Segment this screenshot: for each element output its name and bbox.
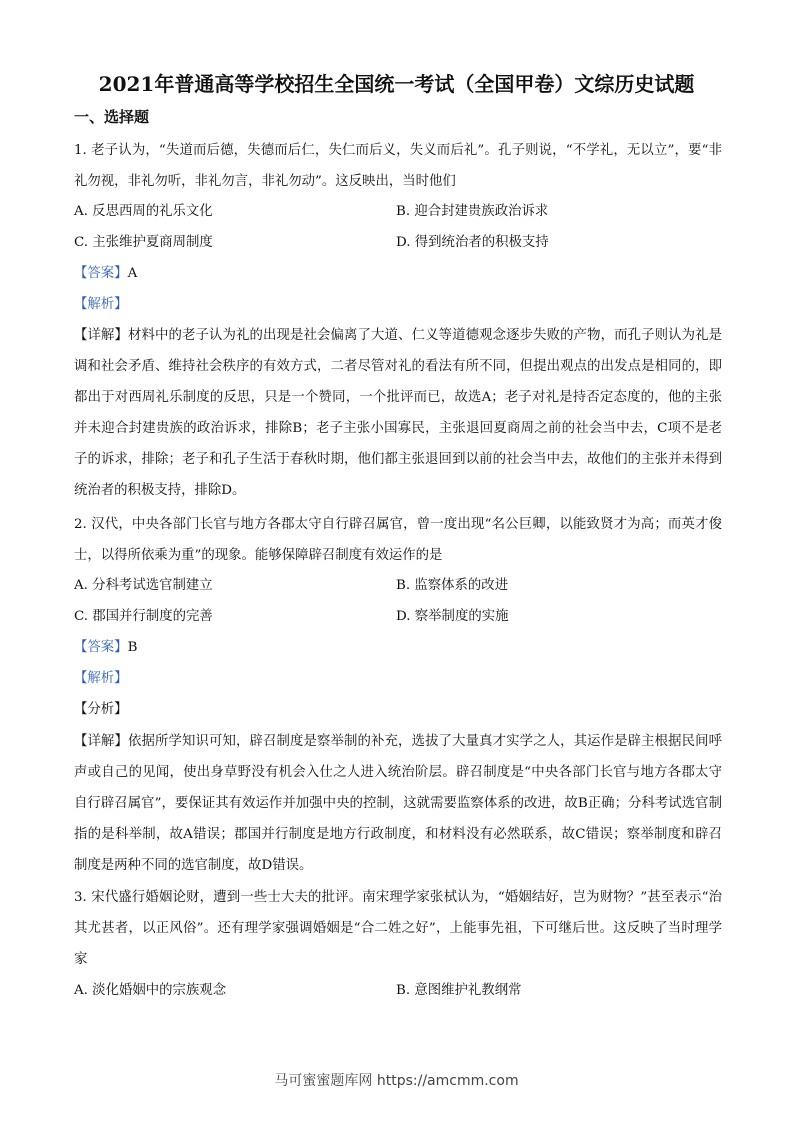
q2-stem: 2. 汉代，中央各部门长官与地方各郡太守自行辟召属官，曾一度出现“名公巨卿，以能致贤才为高；而英才俊士，以得所依乘为重”的现象。能够保障辟召制度有效运作的是	[74, 517, 722, 563]
q2-detail	[74, 726, 722, 881]
q2-analysis-tag: 【解析】	[74, 671, 128, 686]
page-title: 2021年普通高等学校招生全国统一考试（全国甲卷）文综历史试题	[98, 72, 695, 96]
q1-option-d: D. 得到统治者的积极支持	[396, 235, 549, 250]
q1-stem: 1. 老子认为，“失道而后德，失德而后仁，失仁而后义，失义而后礼”。孔子则说，“不学礼，无以立”，要“非礼勿视，非礼勿听，非礼勿言，非礼勿动”。这反映出，当时他们	[74, 143, 722, 189]
q2-option-d: D. 察举制度的实施	[396, 609, 509, 624]
q3-stem: 3. 宋代盛行婚姻论财，遭到一些士大夫的批评。南宋理学家张栻认为，“婚姻结好，岂为财物？”甚至表示“治其尤甚者，以正风俗”。还有理学家强调婚姻是“合二姓之好”，上能事先祖，下可继后世。这反映了当时理学家	[74, 890, 722, 967]
q2-answer-tag: 【答案】	[74, 640, 128, 655]
q1-answer-tag: 【答案】	[74, 266, 128, 281]
q2-fenxi-tag: 【分析】	[74, 702, 128, 717]
q1-analysis-tag: 【解析】	[74, 297, 128, 312]
section-heading: 一、选择题	[74, 108, 150, 126]
q2-detail-text: 依据所学知识可知，辟召制度是察举制的补充，选拔了大量真才实学之人，其运作是辟主根据民间呼声或自己的见闻，使出身草野没有机会入仕之人进入统治阶层。辟召制度是“中央各部门长官与地方各郡太守自行辟召属官”，要保证其有效运作并加强中央的控制，这就需要监察体系的改进，故B正确；分科考试选官制指的是科举制，故A错误；郡国并行制度是地方行政制度，和材料没有必然联系，故C错误；察举制度和辟召制度是两种不同的选官制度，故D错误。	[74, 734, 723, 873]
q1-detail	[74, 320, 722, 506]
q1-detail-tag: 【详解】	[74, 328, 129, 343]
q2-answer	[74, 638, 137, 658]
q3-option-a: A. 淡化婚姻中的宗族观念	[74, 983, 227, 998]
q2-detail-tag: 【详解】	[74, 734, 129, 749]
q1-option-c: C. 主张维护夏商周制度	[74, 235, 213, 250]
q1-option-b: B. 迎合封建贵族政治诉求	[396, 204, 549, 219]
q2-option-a: A. 分科考试选官制建立	[74, 578, 213, 593]
q1-answer	[74, 264, 137, 284]
q3-option-b: B. 意图维护礼教纲常	[396, 983, 522, 998]
q1-answer-value: A	[127, 266, 138, 281]
q1-detail-text: 材料中的老子认为礼的出现是社会偏离了大道、仁义等道德观念逐步失败的产物，而孔子则认为礼是调和社会矛盾、维持社会秩序的有效方式，二者尽管对礼的看法有所不同，但提出观点的出发点是相同的，即都出于对西周礼乐制度的反思，只是一个赞同，一个批评而已，故选A；老子对礼是持否定态度的，他的主张并未迎合封建贵族的政治诉求，排除B；老子主张小国寡民，主张退回夏商周之前的社会当中去，C项不是老子的诉求，排除；老子和孔子生活于春秋时期，他们都主张退回到以前的社会当中去，故他们的主张并未得到统治者的积极支持，排除D。	[74, 328, 723, 498]
footer-watermark: 马可蜜蜜题库网 https://amcmm.com	[274, 1073, 519, 1089]
q2-answer-value: B	[127, 640, 138, 655]
q2-option-c: C. 郡国并行制度的完善	[74, 609, 213, 624]
q1-option-a: A. 反思西周的礼乐文化	[74, 204, 213, 219]
q2-option-b: B. 监察体系的改进	[396, 578, 509, 593]
